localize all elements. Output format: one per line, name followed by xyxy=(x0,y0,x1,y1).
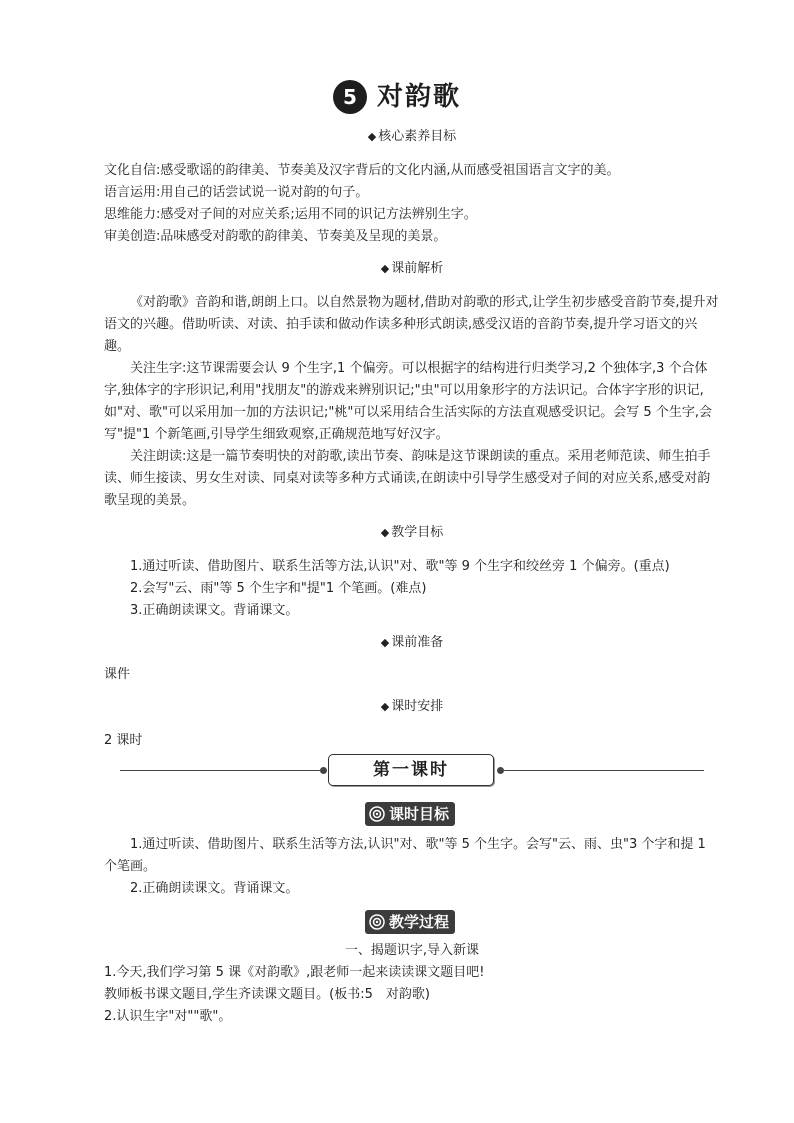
diamond-bullet-icon: ◆ xyxy=(380,526,390,539)
teaching-process xyxy=(104,940,720,1028)
divider-dot-left xyxy=(320,767,327,774)
process-step: 教师板书课文题目,学生齐读课文题目。(板书:5 对韵歌) xyxy=(104,987,430,1002)
section-heading-schedule: ◆ 课时安排 xyxy=(380,699,444,714)
period-target-item: 1.通过听读、借助图片、联系生活等方法,认识"对、歌"等 5 个生字。会写"云、雨、虫"3 个字和提 1 个笔画。 xyxy=(104,837,706,874)
process-step: 1.今天,我们学习第 5 课《对韵歌》,跟老师一起来读读课文题目吧! xyxy=(104,965,485,980)
core-goal-item: 思维能力:感受对子间的对应关系;运用不同的识记方法辨别生字。 xyxy=(104,207,477,222)
section-heading-analysis: ◆ 课前解析 xyxy=(380,261,444,276)
prep-content: 课件 xyxy=(104,667,131,682)
teaching-goal-item: 1.通过听读、借助图片、联系生活等方法,认识"对、歌"等 9 个生字和绞丝旁 1 个偏旁。(重点) xyxy=(130,559,670,574)
period-targets-list xyxy=(104,834,720,900)
analysis-paragraph: 《对韵歌》音韵和谐,朗朗上口。以自然景物为题材,借助对韵歌的形式,让学生初步感受音韵节奏,提升对语文的兴趣。借助听读、对读、拍手读和做动作读多种形式朗读,感受汉语的音韵节奏,提升学习语文的兴趣。 xyxy=(104,295,719,354)
lesson-title-block xyxy=(0,80,794,114)
divider-dot-right xyxy=(497,767,504,774)
section-heading-core: ◆ 核心素养目标 xyxy=(367,129,457,144)
process-step: 2.认识生字"对""歌"。 xyxy=(104,1009,232,1024)
period-target-tag: 课时目标 xyxy=(365,802,455,826)
lesson-number-badge: 5 xyxy=(333,80,367,114)
core-goal-item: 审美创造:品味感受对韵歌的韵律美、节奏美及呈现的美景。 xyxy=(104,229,447,244)
section-heading-prep: ◆ 课前准备 xyxy=(380,635,444,650)
teaching-goals-list xyxy=(104,556,720,622)
diamond-bullet-icon: ◆ xyxy=(380,636,390,649)
schedule-content: 2 课时 xyxy=(104,733,143,748)
section-heading-goals: ◆ 教学目标 xyxy=(380,525,444,540)
analysis-paragraph: 关注生字:这节课需要会认 9 个生字,1 个偏旁。可以根据字的结构进行归类学习,2 个独体字,3 个合体字,独体字的字形识记,利用"找朋友"的游戏来辨别识记;"虫"可以用象形字的方法识记。合体字字形的识记,如"对、歌"可以采用加一加的方法识记;"桃"可以采用结合生活实际的方法直观感受识记。会写 5 个生字,会写"提"1 个新笔画,引导学生细致观察,正确规范地写好汉字。 xyxy=(104,361,712,442)
divider-rule-right xyxy=(504,770,704,771)
core-goal-item: 语言运用:用自己的话尝试说一说对韵的句子。 xyxy=(104,185,369,200)
teaching-process-tag: 教学过程 xyxy=(365,910,455,934)
step-heading: 一、揭题识字,导入新课 xyxy=(344,943,480,958)
analysis-paragraphs xyxy=(104,292,720,512)
diamond-bullet-icon: ◆ xyxy=(367,130,377,143)
core-goal-item: 文化自信:感受歌谣的韵律美、节奏美及汉字背后的文化内涵,从而感受祖国语言文字的美。 xyxy=(104,163,620,178)
diamond-bullet-icon: ◆ xyxy=(380,700,390,713)
period-title: 第一课时 xyxy=(328,754,494,786)
divider-rule-left xyxy=(120,770,320,771)
lesson-title: 对韵歌 xyxy=(376,82,461,112)
target-icon xyxy=(369,914,385,930)
teaching-goal-item: 3.正确朗读课文。背诵课文。 xyxy=(130,603,299,618)
analysis-paragraph: 关注朗读:这是一篇节奏明快的对韵歌,读出节奏、韵味是这节课朗读的重点。采用老师范读、师生拍手读、师生接读、男女生对读、同桌对读等多种方式诵读,在朗读中引导学生感受对子间的对应关系,感受对韵歌呈现的美景。 xyxy=(104,449,711,508)
core-goals-list xyxy=(104,160,720,248)
target-icon xyxy=(369,806,385,822)
diamond-bullet-icon: ◆ xyxy=(380,262,390,275)
period-divider xyxy=(120,754,704,788)
period-target-item: 2.正确朗读课文。背诵课文。 xyxy=(130,881,299,896)
teaching-goal-item: 2.会写"云、雨"等 5 个生字和"提"1 个笔画。(难点) xyxy=(130,581,427,596)
